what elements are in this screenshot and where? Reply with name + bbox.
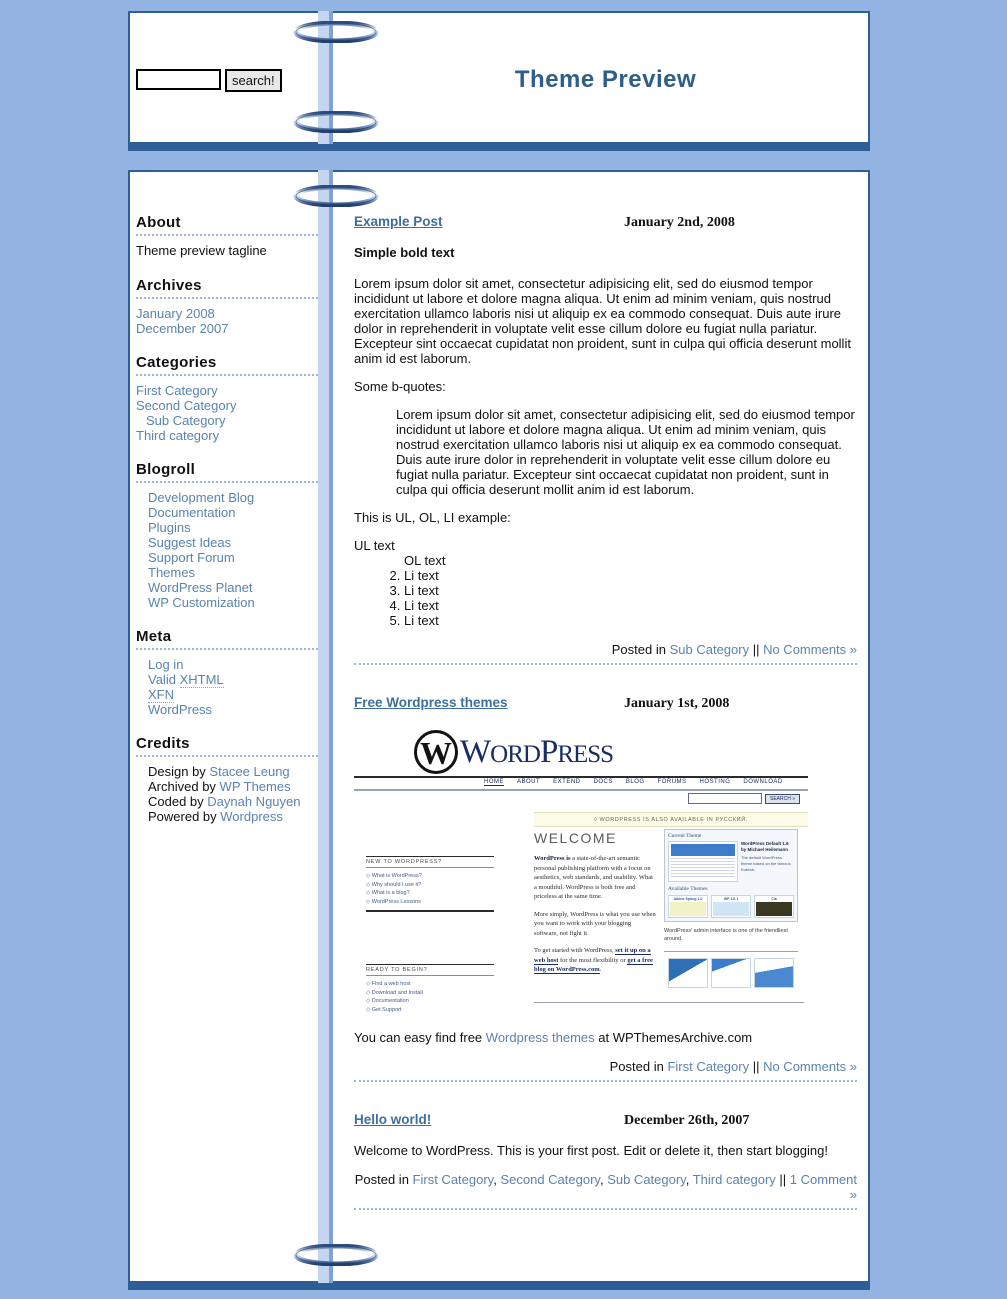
wordpress-org-screenshot-image bbox=[354, 726, 808, 1016]
wp-nav-forums: FORUMS bbox=[657, 779, 687, 785]
list-item[interactable] bbox=[136, 321, 318, 336]
wp-available-theme-name: WP 1.5.1 bbox=[723, 897, 739, 901]
wp-nav-home: HOME bbox=[484, 779, 504, 785]
wp-language-banner: ◊ WORDPRESS IS ALSO AVAILABLE IN РУССКИЙ. bbox=[534, 812, 808, 827]
list-item[interactable] bbox=[148, 550, 318, 565]
category-link[interactable]: Third category bbox=[136, 428, 220, 443]
meta-list bbox=[136, 657, 318, 717]
wp-card-row bbox=[664, 958, 798, 988]
comments-link[interactable]: 1 Comment » bbox=[789, 1172, 857, 1202]
wp-nav-blog: BLOG bbox=[625, 779, 645, 785]
list-item[interactable] bbox=[148, 490, 318, 505]
list-item[interactable] bbox=[148, 687, 318, 702]
blogroll-link[interactable]: Development Blog bbox=[148, 490, 255, 505]
archives-list bbox=[136, 306, 318, 336]
list-item: ◇ Download and Install bbox=[366, 989, 494, 998]
blogroll-list bbox=[136, 490, 318, 610]
sidebar-heading-archives: Archives bbox=[136, 277, 318, 299]
wp-theme-preview-row bbox=[668, 841, 794, 882]
meta-category-link[interactable]: Sub Category bbox=[607, 1172, 686, 1187]
wp-available-theme bbox=[668, 895, 708, 918]
wp-panel-caption: WordPress' admin interface is one of the friendliest around. bbox=[664, 928, 788, 942]
wp-theme-desc: The default WordPress theme based on the famous Kubrick. bbox=[741, 855, 791, 872]
wp-card bbox=[754, 958, 794, 988]
wp-card bbox=[668, 958, 708, 988]
category-link-sub[interactable]: Sub Category bbox=[146, 413, 226, 428]
wp-nav-extend: EXTEND bbox=[553, 779, 581, 785]
archive-link[interactable]: January 2008 bbox=[136, 306, 215, 321]
credit-line bbox=[148, 809, 318, 824]
wordmark-ord: ORD bbox=[490, 740, 540, 768]
wordmark-ress: RESS bbox=[557, 740, 614, 768]
list-item[interactable] bbox=[148, 702, 318, 717]
meta-link-wordpress[interactable]: WordPress bbox=[148, 702, 213, 717]
comments-link[interactable]: No Comments » bbox=[763, 642, 857, 657]
list-item: 2. Li text bbox=[404, 568, 857, 583]
ordered-list bbox=[354, 553, 857, 628]
wp-theme-swatch bbox=[756, 902, 792, 916]
sidebar-heading-credits: Credits bbox=[136, 735, 318, 757]
wp-nav-docs: DOCS bbox=[593, 779, 613, 785]
list-item: ◇ WordPress Lessons bbox=[366, 898, 494, 907]
posted-in-label: Posted in bbox=[609, 1059, 668, 1074]
list-item: UL text bbox=[354, 538, 395, 553]
wp-search-button: SEARCH » bbox=[765, 794, 800, 804]
meta-link-xfn[interactable] bbox=[148, 687, 174, 703]
post-header bbox=[354, 695, 857, 712]
list-item[interactable] bbox=[148, 672, 318, 687]
credit-prefix: Archived by bbox=[148, 779, 220, 794]
post-paragraph: Lorem ipsum dolor sit amet, consectetur adipisicing elit, sed do eiusmod tempor incididunt ut labore et dolore magna aliqua. Ut enim ad minim veniam, quis nostrud exercitation ullamco laboris nisi ut aliquip ex ea commodo consequat. Duis aute irure dolor in reprehenderit in voluptate velit esse cillum dolore eu fugiat nulla pariatur. Excepteur sint occaecat cupidatat non proident, sunt in culpa qui officia deserunt mollit anim id est laborum. bbox=[354, 276, 851, 366]
post-bold-lead: Simple bold text bbox=[354, 245, 455, 260]
blogroll-link[interactable]: Support Forum bbox=[148, 550, 235, 565]
ol-label-item: OL text bbox=[404, 553, 446, 568]
blogroll-link[interactable]: WP Customization bbox=[148, 595, 255, 610]
post-body bbox=[354, 245, 857, 628]
list-item[interactable] bbox=[148, 505, 318, 520]
wp-current-theme-box bbox=[664, 829, 798, 922]
list-intro: This is UL, OL, LI example: bbox=[354, 510, 511, 525]
wordpress-org-nav bbox=[484, 779, 783, 786]
credit-link[interactable]: Daynah Nguyen bbox=[207, 794, 301, 809]
wp-nav-about: ABOUT bbox=[517, 779, 541, 785]
list-item: 5. Li text bbox=[404, 613, 857, 628]
wp-theme-description bbox=[741, 841, 794, 882]
post bbox=[354, 695, 857, 1082]
sidebar bbox=[136, 214, 318, 824]
list-item: ◇ Why should I use it? bbox=[366, 881, 494, 890]
list-item[interactable] bbox=[148, 595, 318, 610]
wp-paragraph bbox=[534, 946, 656, 975]
post-body bbox=[354, 1143, 857, 1158]
sidebar-heading-meta: Meta bbox=[136, 628, 318, 650]
list-item: 3. Li text bbox=[404, 583, 857, 598]
wordpress-logo bbox=[414, 730, 613, 774]
wp-nav-download: DOWNLOAD bbox=[743, 779, 783, 785]
wp-bold-lead: WordPress is bbox=[534, 855, 571, 862]
wp-paragraph-text: a state-of-the-art semantic personal publishing platform with a focus on aesthetics, web standards, and usability. What a mouthful. WordPress is both free and priceless at the same time. bbox=[534, 855, 653, 900]
meta-comma: , bbox=[685, 1172, 693, 1187]
wp-divider bbox=[664, 951, 798, 952]
wp-card bbox=[711, 958, 751, 988]
unordered-list bbox=[354, 538, 857, 553]
site-title: Theme Preview bbox=[514, 66, 697, 93]
quote-intro: Some b-quotes: bbox=[354, 379, 446, 394]
list-item[interactable] bbox=[148, 565, 318, 580]
list-item: ◇ Documentation bbox=[366, 997, 494, 1006]
post-date: December 26th, 2007 bbox=[624, 1113, 750, 1128]
wp-theme-thumbnail bbox=[668, 841, 738, 882]
credit-prefix: Powered by bbox=[148, 809, 221, 824]
credit-line bbox=[148, 764, 318, 779]
wp-available-theme-name: Albino Spring 1.0 bbox=[673, 897, 703, 901]
wp-section-title: NEW TO WORDPRESS? bbox=[366, 856, 494, 868]
wp-theme-name: WordPress Default 1.6 by Michael Heilemann bbox=[741, 841, 789, 852]
credit-line bbox=[148, 779, 318, 794]
blockquote-text: Lorem ipsum dolor sit amet, consectetur adipisicing elit, sed do eiusmod tempor incididunt ut labore et dolore magna aliqua. Ut enim ad minim veniam, quis nostrud exercitation ullamco laboris nisi ut aliquip ex ea commodo consequat. Duis aute irure dolor in reprehenderit in voluptate velit esse cillum dolore eu fugiat nulla pariatur. Excepteur sint occaecat cupidatat non proident, sunt in culpa qui officia deserunt mollit anim id est laborum. bbox=[396, 407, 855, 497]
post-header bbox=[354, 1112, 857, 1129]
list-item[interactable] bbox=[136, 413, 318, 428]
blogroll-link[interactable]: Themes bbox=[148, 565, 195, 580]
wp-paragraph bbox=[534, 854, 656, 902]
post-meta bbox=[354, 642, 857, 665]
meta-category-link[interactable]: Sub Category bbox=[669, 642, 750, 657]
list-item: ◇ Get Support bbox=[366, 1006, 494, 1015]
list-item[interactable] bbox=[148, 657, 318, 672]
wp-available-theme bbox=[754, 895, 794, 918]
wp-divider bbox=[354, 789, 808, 791]
wp-theme-swatch bbox=[670, 902, 706, 916]
header-bottom-border bbox=[128, 144, 870, 151]
posted-in-label: Posted in bbox=[354, 1172, 413, 1187]
meta-category-link[interactable]: Third category bbox=[692, 1172, 776, 1187]
list-item[interactable] bbox=[148, 535, 318, 550]
blogroll-link[interactable]: WordPress Planet bbox=[148, 580, 253, 595]
wp-new-to-wordpress-block bbox=[366, 856, 494, 912]
wp-welcome-heading: WELCOME bbox=[534, 830, 617, 846]
categories-list bbox=[136, 383, 318, 443]
wp-text: . bbox=[599, 966, 602, 973]
wp-nav-hosting: HOSTING bbox=[699, 779, 731, 785]
wp-section-title: READY TO BEGIN? bbox=[366, 964, 494, 976]
wp-available-themes-row bbox=[668, 895, 794, 918]
credit-prefix: Design by bbox=[148, 764, 210, 779]
post-meta bbox=[354, 1172, 857, 1210]
wp-text: To get started with WordPress, bbox=[534, 947, 616, 954]
wp-welcome-body bbox=[534, 854, 656, 983]
search-input[interactable] bbox=[136, 69, 221, 90]
blogroll-link[interactable]: Documentation bbox=[148, 505, 236, 520]
wp-search-field bbox=[688, 793, 762, 804]
caption-before: You can easy find free bbox=[354, 1030, 486, 1045]
category-link[interactable]: First Category bbox=[136, 383, 218, 398]
post-header bbox=[354, 214, 857, 231]
blockquote bbox=[396, 407, 857, 497]
meta-comma: , bbox=[493, 1172, 501, 1187]
blogroll-link[interactable]: Suggest Ideas bbox=[148, 535, 232, 550]
meta-separator: || bbox=[749, 642, 764, 657]
blogroll-link[interactable]: Plugins bbox=[148, 520, 191, 535]
sidebar-tagline: Theme preview tagline bbox=[136, 243, 267, 258]
post-title-link[interactable]: Free Wordpress themes bbox=[354, 695, 508, 710]
content-column bbox=[354, 214, 857, 1218]
wp-ready-to-begin-block bbox=[366, 964, 494, 1016]
wp-inline-link: set it up on a web host bbox=[534, 947, 651, 964]
wp-divider bbox=[366, 910, 494, 912]
wp-divider bbox=[354, 776, 808, 778]
wp-available-themes-label: Available Themes bbox=[668, 886, 708, 892]
list-item[interactable] bbox=[148, 580, 318, 595]
wp-available-theme bbox=[711, 895, 751, 918]
wordpress-wordmark: WORDPRESS bbox=[460, 733, 614, 770]
post-title-link[interactable]: Example Post bbox=[354, 214, 443, 229]
credits-list bbox=[136, 764, 318, 824]
list-item[interactable] bbox=[136, 306, 318, 321]
category-link[interactable]: Second Category bbox=[136, 398, 237, 413]
meta-separator: || bbox=[775, 1172, 790, 1187]
comments-link[interactable]: No Comments » bbox=[763, 1059, 857, 1074]
wp-paragraph: More simply, WordPress is what you use when you want to work with your blogging software, not fight it. bbox=[534, 910, 656, 937]
meta-link-xhtml[interactable] bbox=[148, 672, 224, 688]
caption-after: at WPThemesArchive.com bbox=[594, 1030, 753, 1045]
caption-link[interactable]: Wordpress themes bbox=[485, 1030, 595, 1045]
post-title-link[interactable]: Hello world! bbox=[354, 1112, 432, 1127]
wp-theme-swatch bbox=[713, 902, 749, 916]
search-form[interactable] bbox=[136, 69, 282, 92]
wp-theme-header-bar bbox=[671, 844, 735, 856]
post bbox=[354, 1112, 857, 1210]
meta-prefix: Valid bbox=[148, 672, 180, 687]
list-item[interactable] bbox=[136, 428, 318, 443]
sidebar-heading-about: About bbox=[136, 214, 318, 236]
wordpress-w-mark-icon: W bbox=[414, 730, 458, 774]
archive-link[interactable]: December 2007 bbox=[136, 321, 229, 336]
wp-admin-preview-panel bbox=[664, 829, 798, 988]
main-bottom-border bbox=[128, 1283, 870, 1290]
meta-category-link[interactable]: First Category bbox=[412, 1172, 494, 1187]
wp-section-list bbox=[366, 980, 494, 1014]
post-meta bbox=[354, 1059, 857, 1082]
xfn-abbr: XFN bbox=[148, 687, 174, 702]
list-item[interactable] bbox=[136, 383, 318, 398]
search-button[interactable]: search! bbox=[225, 69, 282, 92]
post-date: January 2nd, 2008 bbox=[624, 215, 735, 230]
post-date: January 1st, 2008 bbox=[624, 696, 730, 711]
credit-link[interactable]: Stacee Leung bbox=[209, 764, 290, 779]
credit-line bbox=[148, 794, 318, 809]
sidebar-heading-categories: Categories bbox=[136, 354, 318, 376]
image-caption bbox=[354, 1030, 857, 1045]
wp-divider bbox=[534, 1002, 804, 1003]
list-item: ◇ What is WordPress? bbox=[366, 872, 494, 881]
wp-text: for the most flexibility or bbox=[558, 956, 628, 964]
wp-current-theme-label: Current Theme bbox=[668, 833, 702, 839]
credit-link[interactable]: Wordpress bbox=[220, 809, 283, 824]
credit-prefix: Coded by bbox=[148, 794, 208, 809]
meta-link-login[interactable]: Log in bbox=[148, 657, 184, 672]
wp-inline-link: get a free blog on WordPress.com bbox=[534, 956, 653, 973]
post-spacer bbox=[354, 1090, 857, 1112]
post bbox=[354, 214, 857, 665]
posted-in-label: Posted in bbox=[611, 642, 670, 657]
xhtml-abbr: XHTML bbox=[179, 672, 224, 687]
post-spacer bbox=[354, 673, 857, 695]
wp-section-list bbox=[366, 872, 494, 906]
wp-search-widget bbox=[688, 793, 800, 804]
meta-comma: , bbox=[599, 1172, 608, 1187]
credit-link[interactable]: WP Themes bbox=[219, 779, 291, 794]
meta-separator: || bbox=[749, 1059, 764, 1074]
sidebar-heading-blogroll: Blogroll bbox=[136, 461, 318, 483]
list-item[interactable] bbox=[148, 520, 318, 535]
meta-category-link[interactable]: Second Category bbox=[500, 1172, 600, 1187]
meta-category-link[interactable]: First Category bbox=[667, 1059, 750, 1074]
list-item[interactable] bbox=[136, 398, 318, 413]
list-item: 4. Li text bbox=[404, 598, 857, 613]
wp-available-theme-name: Cla bbox=[771, 897, 777, 901]
post-paragraph: Welcome to WordPress. This is your first post. Edit or delete it, then start blogging! bbox=[354, 1143, 828, 1158]
list-item: ◇ Find a web host bbox=[366, 980, 494, 989]
list-item: ◇ What is a blog? bbox=[366, 889, 494, 898]
